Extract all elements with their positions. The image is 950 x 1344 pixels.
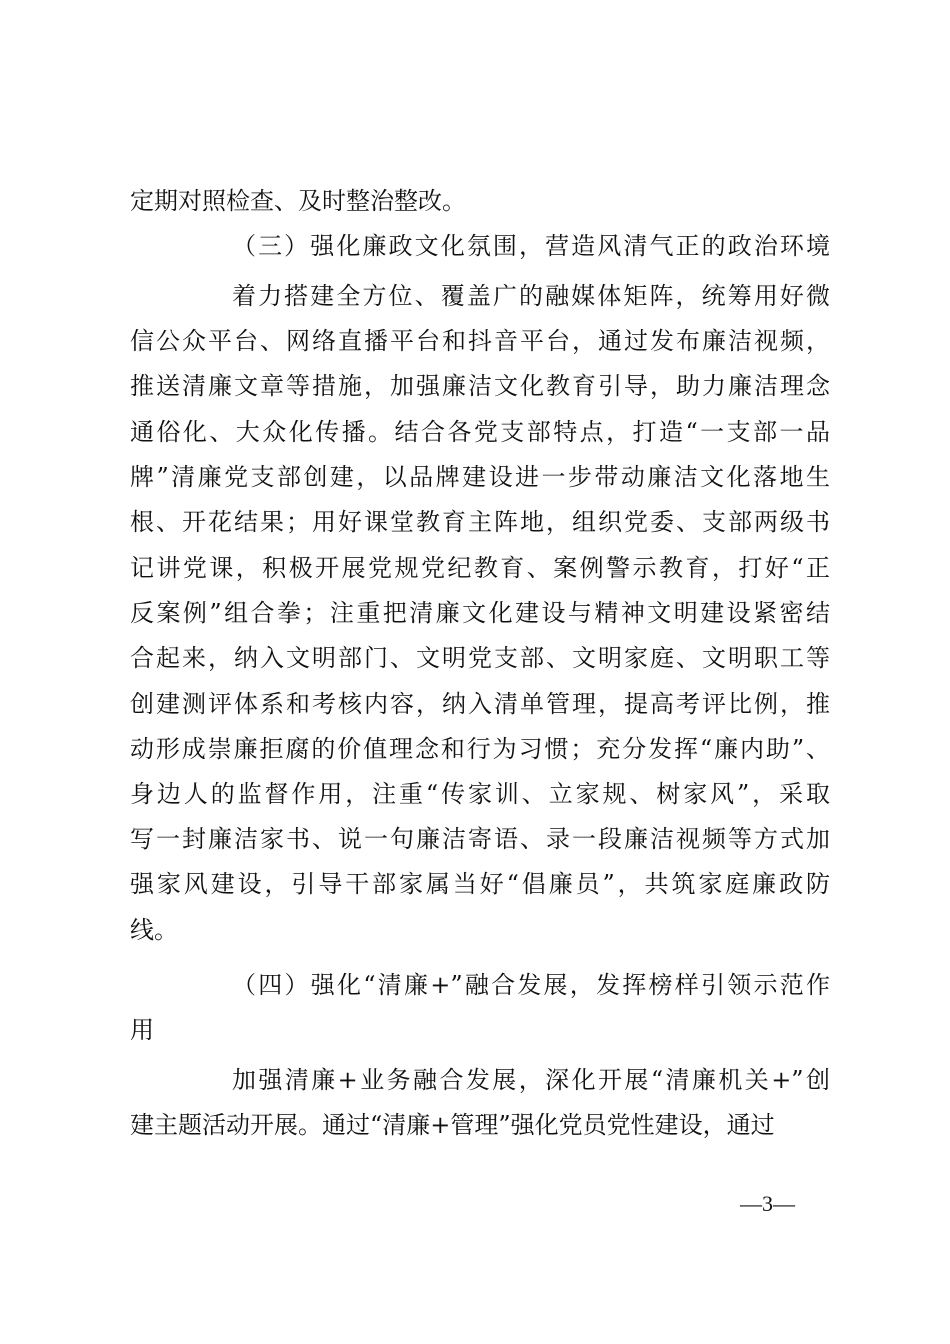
paragraph-line: 动形成崇廉拒腐的价值理念和行为习惯；充分发挥“廉内助”、 (130, 735, 830, 763)
paragraph-line: 记讲党课，积极开展党规党纪教育、案例警示教育，打好“正 (130, 554, 830, 582)
paragraph-line: 根、开花结果；用好课堂教育主阵地，组织党委、支部两级书 (130, 508, 830, 536)
section-heading-line: 用 (130, 1016, 154, 1044)
paragraph-line: 加强清廉+业务融合发展，深化开展“清廉机关+”创 (232, 1066, 830, 1094)
paragraph-line: 推送清廉文章等措施，加强廉洁文化教育引导，助力廉洁理念 (130, 372, 830, 400)
paragraph-line: 信公众平台、网络直播平台和抖音平台，通过发布廉洁视频， (130, 327, 830, 355)
paragraph-line: 建主题活动开展。通过“清廉+管理”强化党员党性建设，通过 (130, 1111, 775, 1139)
paragraph-line: 合起来，纳入文明部门、文明党支部、文明家庭、文明职工等 (130, 644, 830, 672)
paragraph-line: 强家风建设，引导干部家属当好“倡廉员”，共筑家庭廉政防 (130, 870, 830, 898)
paragraph-line: 着力搭建全方位、覆盖广的融媒体矩阵，统筹用好微 (232, 282, 830, 310)
paragraph-line: 通俗化、大众化传播。结合各党支部特点，打造“一支部一品 (130, 418, 830, 446)
paragraph-line: 线。 (130, 916, 178, 944)
section-heading-line: （四）强化“清廉+”融合发展，发挥榜样引领示范作 (232, 971, 830, 999)
paragraph-line: 定期对照检查、及时整治整改。 (130, 187, 466, 215)
page-number: —3— (740, 1191, 795, 1216)
paragraph-line: 创建测评体系和考核内容，纳入清单管理，提高考评比例，推 (130, 690, 830, 718)
section-heading-line: （三）强化廉政文化氛围，营造风清气正的政治环境 (232, 232, 830, 260)
paragraph-line: 写一封廉洁家书、说一句廉洁寄语、录一段廉洁视频等方式加 (130, 825, 830, 853)
paragraph-line: 牌”清廉党支部创建，以品牌建设进一步带动廉洁文化落地生 (130, 463, 830, 491)
paragraph-line: 反案例”组合拳；注重把清廉文化建设与精神文明建设紧密结 (130, 599, 830, 627)
paragraph-line: 身边人的监督作用，注重“传家训、立家规、树家风”，采取 (130, 780, 830, 808)
